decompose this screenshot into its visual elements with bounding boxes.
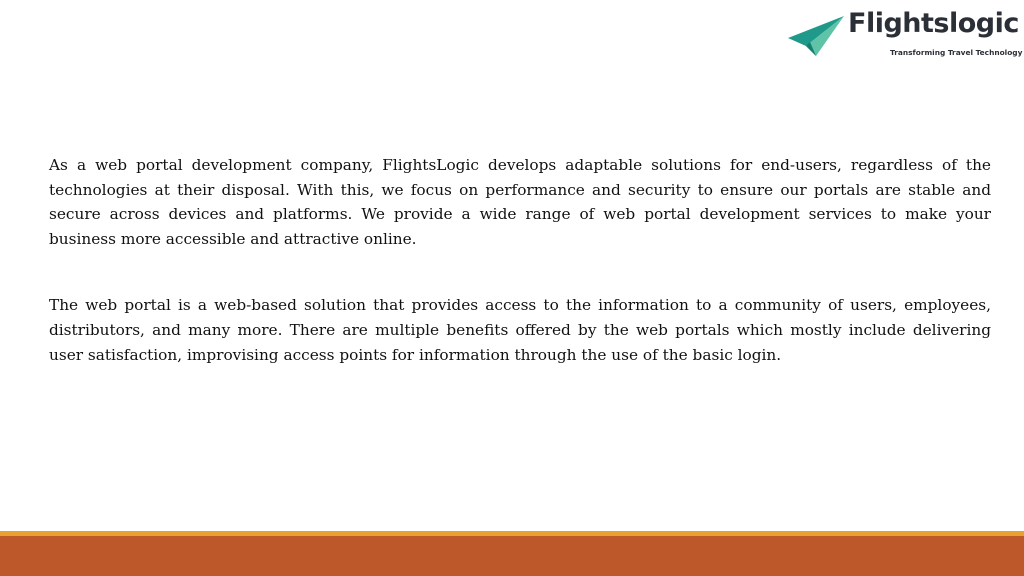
body-text (49, 153, 991, 367)
paragraph: As a web portal development company, FlightsLogic develops adaptable solutions for end-users, regardless of the technologies at their disposal. With this, we focus on performance and security to ensure our portals are stable and secure across devices and platforms. We provide a wide range of web portal development services to make your business more accessible and attractive online. (49, 156, 991, 248)
brand-tagline: Transforming Travel Technology (890, 48, 1023, 57)
paper-plane-icon (786, 12, 846, 58)
footer-bar (0, 536, 1024, 576)
brand-logo[interactable] (786, 8, 1023, 62)
paragraph: The web portal is a web-based solution that provides access to the information to a community of users, employees, distributors, and many more. There are multiple benefits offered by the web portals which mostly include delivering user satisfaction, improvising access points for information through the use of the basic login. (49, 296, 991, 364)
brand-name: Flightslogic (848, 8, 1019, 39)
